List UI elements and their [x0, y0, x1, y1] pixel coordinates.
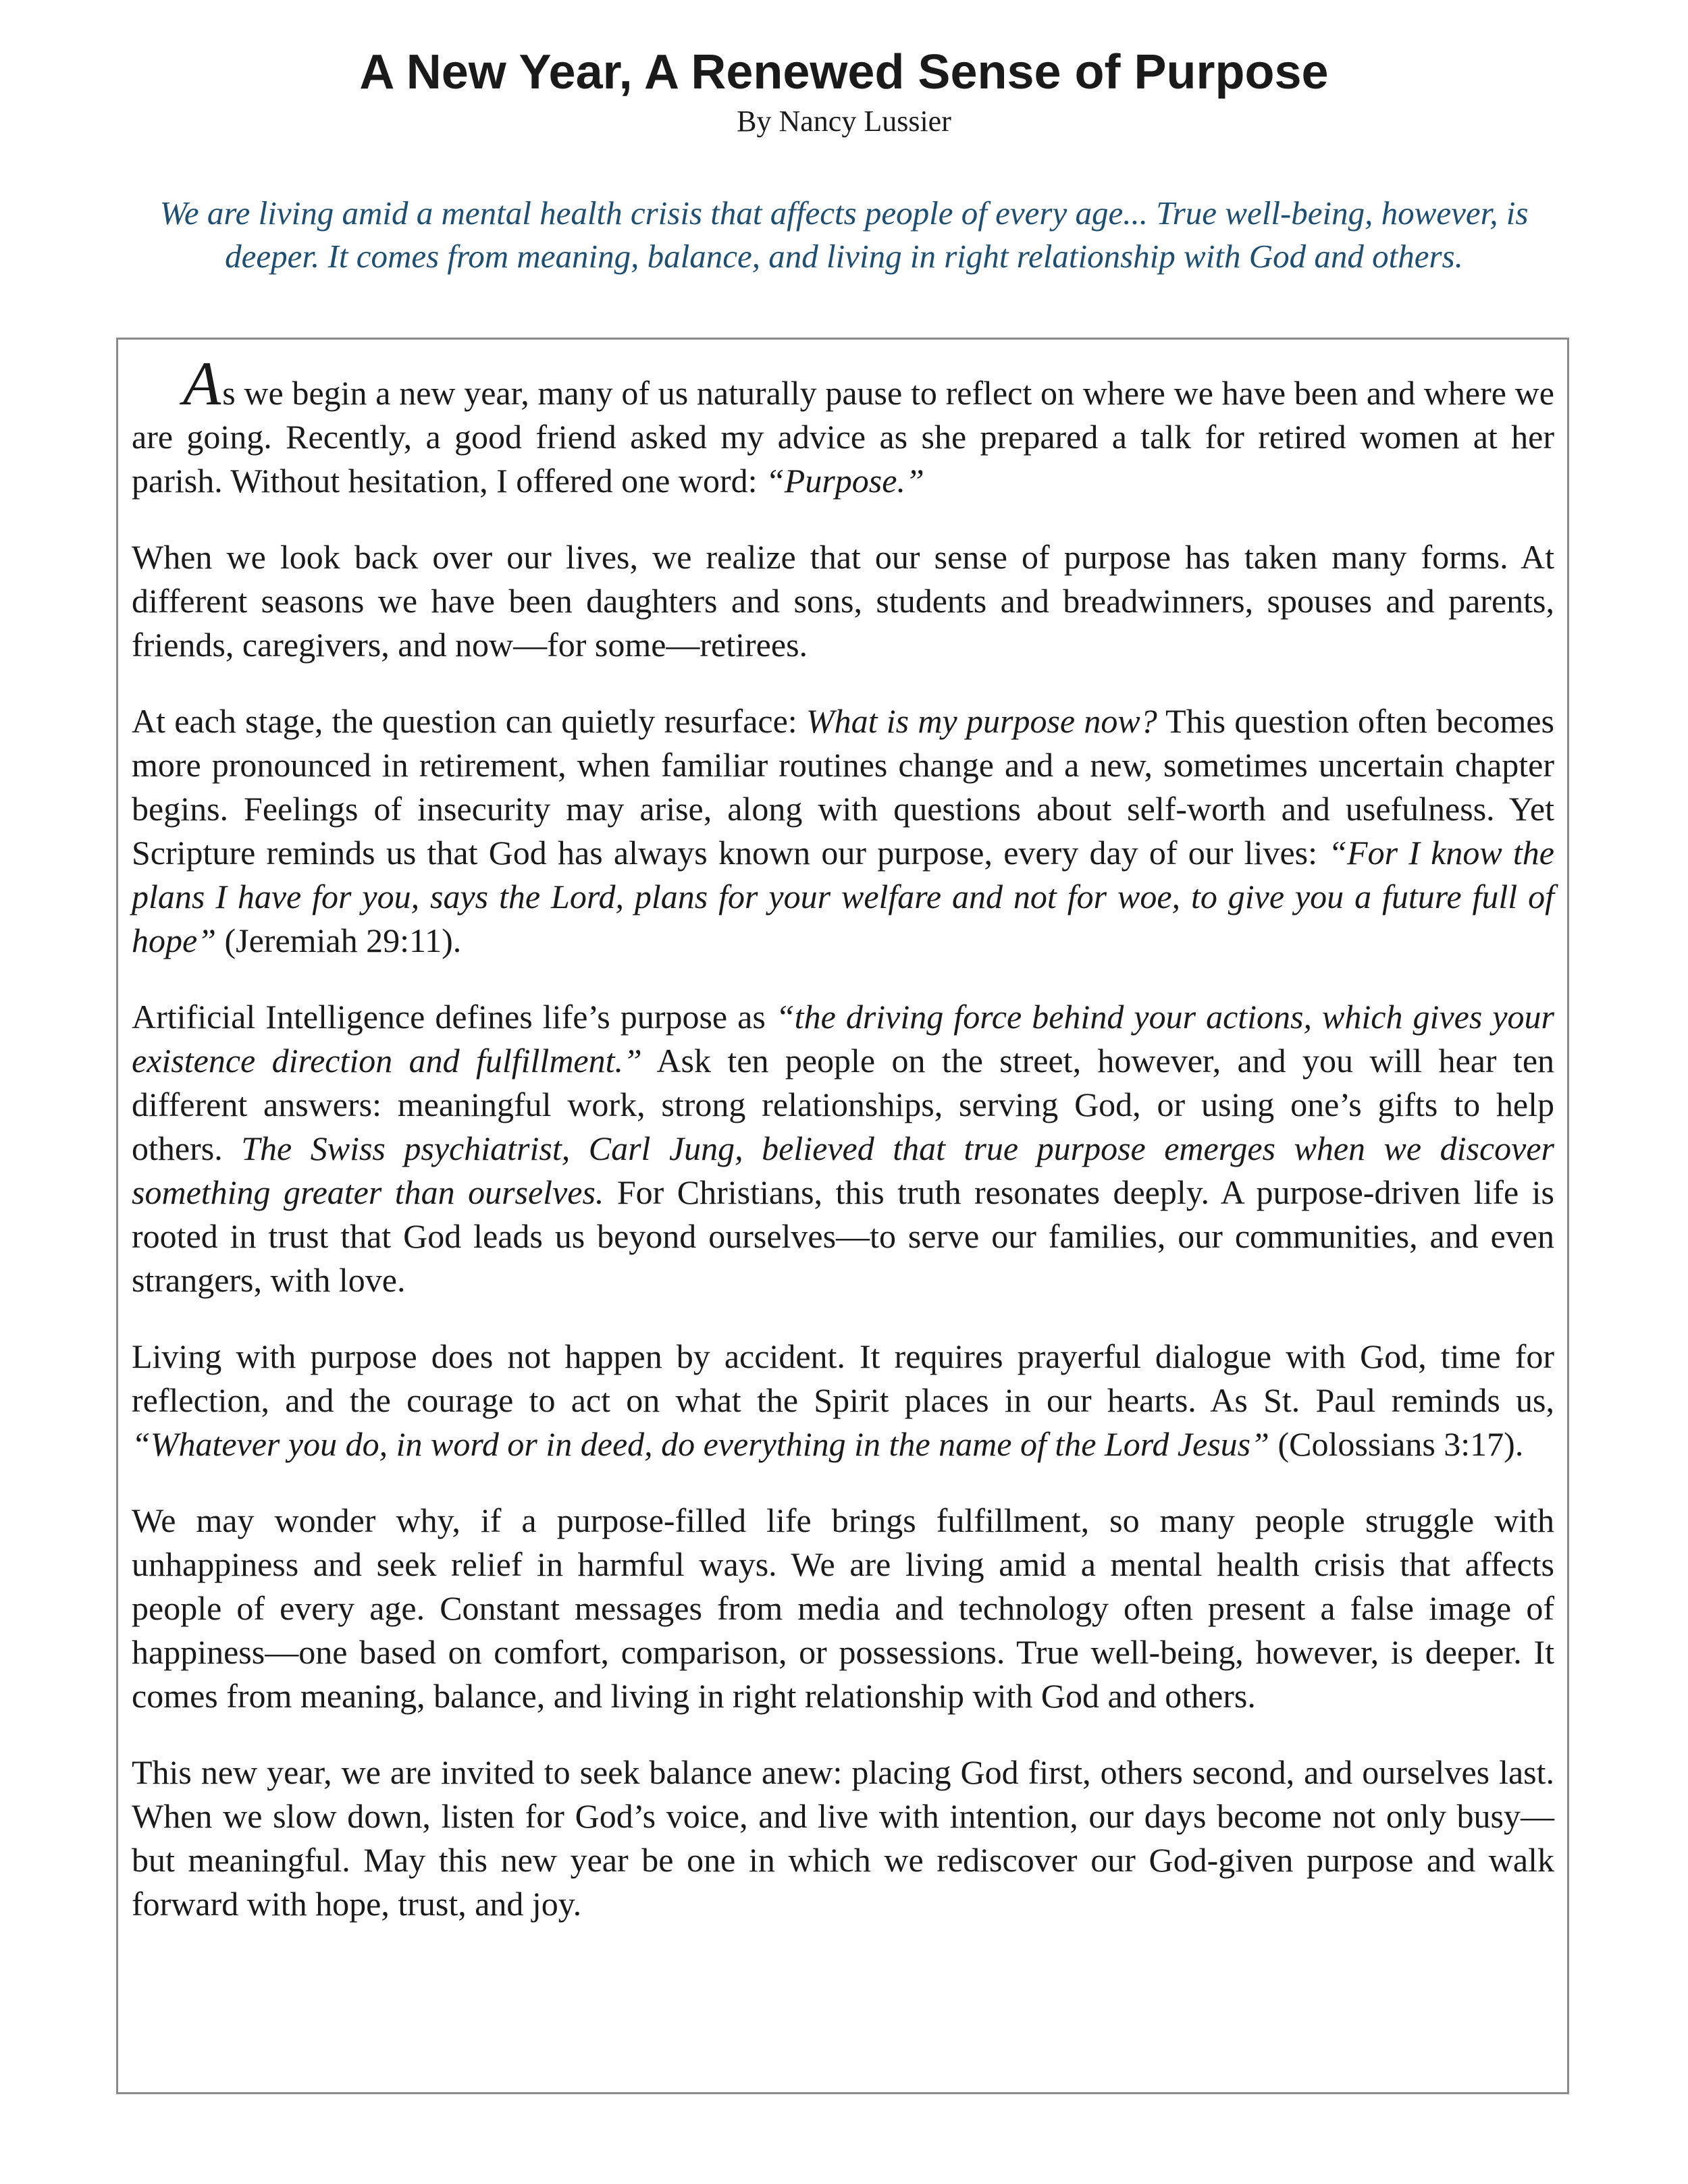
paragraph-5-text-a: Living with purpose does not happen by accident. It requires prayerful dialogue with God, time for reflection, and the courage to act on what the Spirit places in our hearts. As St. Paul reminds us,: [132, 1337, 1554, 1419]
paragraph-5: [132, 1335, 1554, 1466]
paragraph-5-scripture-quote: “Whatever you do, in word or in deed, do everything in the name of the Lord Jesus”: [132, 1425, 1269, 1463]
paragraph-3-text-b: This question often becomes more pronounced in retirement, when familiar routines change and a new, sometimes uncertain chapter begins. Feelings of insecurity may arise, along with questions about self-worth and usefulness. Yet Scripture reminds us that God has always known our purpose, every day of our lives:: [132, 702, 1554, 872]
paragraph-1-text: s we begin a new year, many of us naturally pause to reflect on where we have been and where we are going. Recently, a good friend asked my advice as she prepared a talk for retired women at her parish. Without hesitation, I offered one word:: [132, 374, 1554, 500]
author-byline: By Nancy Lussier: [737, 105, 951, 138]
article-frame: [116, 338, 1569, 2094]
drop-cap: A: [183, 349, 223, 418]
paragraph-7: This new year, we are invited to seek balance anew: placing God first, others second, and ourselves last. When we slow down, listen for God’s voice, and live with intention, our days become not only busy—but meaningful. May this new year be one in which we rediscover our God-given purpose and walk forward with hope, trust, and joy.: [132, 1753, 1554, 1923]
paragraph-2: When we look back over our lives, we realize that our sense of purpose has taken many forms. At different seasons we have been daughters and sons, students and breadwinners, spouses and parents, friends, caregivers, and now—for some—retirees.: [132, 538, 1554, 664]
paragraph-4-text-c: For Christians, this truth resonates deeply. A purpose-driven life is rooted in trust that God leads us beyond ourselves—to serve our families, our communities, and even strangers, with love.: [132, 1173, 1554, 1299]
paragraph-4-definition-quote: “the driving force behind your actions, which gives your existence direction and fulfillment.”: [132, 998, 1554, 1080]
paragraph-1-quote: “Purpose.”: [766, 462, 924, 500]
pull-quote-line-1: We are living amid a mental health crisis that affects people of every age... True well-being, however, is: [159, 194, 1529, 232]
paragraph-5-text-b: (Colossians 3:17).: [1269, 1425, 1524, 1463]
paragraph-3-italic-a: What is my purpose now?: [806, 702, 1157, 740]
paragraph-3: [132, 699, 1554, 963]
paragraph-4-text-a: Artificial Intelligence defines life’s purpose as: [132, 998, 776, 1036]
paragraph-3-text-a: At each stage, the question can quietly resurface:: [132, 702, 806, 740]
paragraph-4: [132, 995, 1554, 1302]
paragraph-6: We may wonder why, if a purpose-filled life brings fulfillment, so many people struggle with unhappiness and seek relief in harmful ways. We are living amid a mental health crisis that affects people of every age. Constant messages from media and technology often present a false image of happiness—one based on comfort, comparison, or possessions. True well-being, however, is deeper. It comes from meaning, balance, and living in right relationship with God and others.: [132, 1501, 1554, 1715]
paragraph-4-text-b: Ask ten people on the street, however, and you will hear ten different answers: meaningful work, strong relationships, serving God, or using one’s gifts to help others.: [132, 1042, 1555, 1167]
paragraph-3-text-c: (Jeremiah 29:11).: [216, 922, 462, 959]
pull-quote-line-2: deeper. It comes from meaning, balance, and living in right relationship with God and others.: [225, 238, 1463, 275]
article-title: A New Year, A Renewed Sense of Purpose: [359, 45, 1329, 99]
paragraph-4-jung-quote: The Swiss psychiatrist, Carl Jung, believed that true purpose emerges when we discover something greater than ourselves.: [132, 1129, 1554, 1211]
article-body: [132, 349, 1555, 1959]
paragraph-1: [132, 349, 1554, 503]
paragraph-3-scripture-quote: “For I know the plans I have for you, says the Lord, plans for your welfare and not for woe, to give you a future full of hope”: [132, 834, 1555, 959]
pull-quote: [135, 192, 1553, 278]
